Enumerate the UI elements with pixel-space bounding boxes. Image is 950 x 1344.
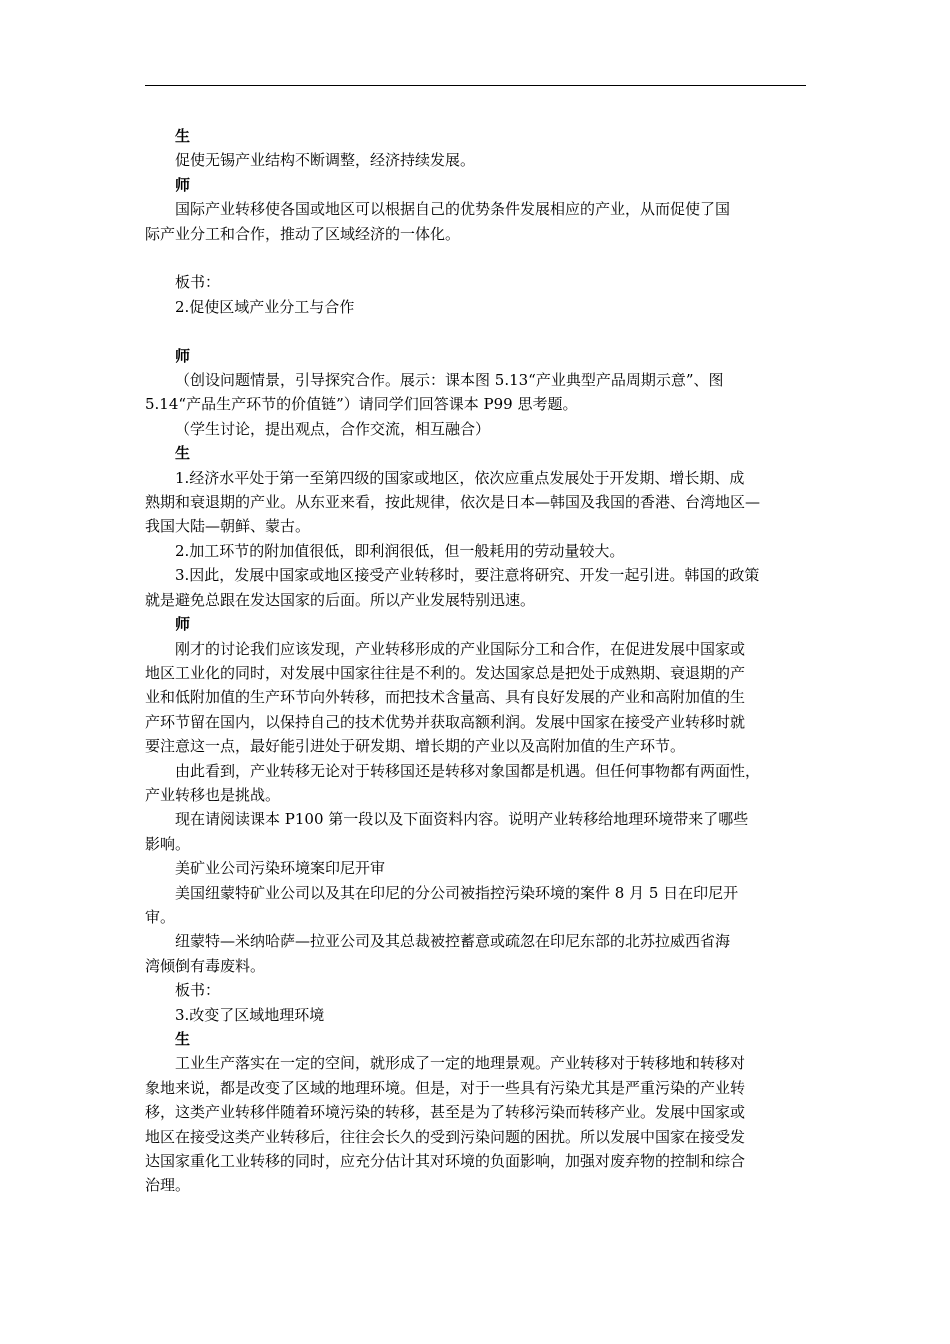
paragraph-line: 我国大陆—朝鲜、蒙古。 [145, 517, 311, 536]
paragraph-line: 由此看到，产业转移无论对于转移国还是转移对象国都是机遇。但任何事物都有两面性， [175, 761, 761, 780]
paragraph [145, 637, 813, 759]
speaker-label: 师 [175, 175, 191, 194]
paragraph-line: 国际产业转移使各国或地区可以根据自己的优势条件发展相应的产业，从而促使了国 [175, 200, 731, 219]
paragraph: 促使无锡产业结构不断调整，经济持续发展。 [175, 151, 476, 170]
paragraph [145, 1051, 813, 1197]
paragraph-line: 治理。 [145, 1176, 191, 1195]
paragraph-line: 纽蒙特—米纳哈萨—拉亚公司及其总裁被控蓄意或疏忽在印尼东部的北苏拉威西省海 [175, 932, 731, 951]
paragraph-line: 工业生产落实在一定的空间，就形成了一定的地理景观。产业转移对于转移地和转移对 [175, 1054, 746, 1073]
paragraph-line: 业和低附加值的生产环节向外转移，而把技术含量高、具有良好发展的产业和高附加值的生 [145, 688, 746, 707]
board-item: 2.促使区域产业分工与合作 [175, 297, 355, 316]
paragraph-line: 移，这类产业转移伴随着环境污染的转移，甚至是为了转移污染而转移产业。发展中国家或 [145, 1103, 746, 1122]
speaker-label: 师 [175, 615, 191, 634]
paragraph-line: 审。 [145, 907, 176, 926]
paragraph-line: 达国家重化工业转移的同时，应充分估计其对环境的负面影响，加强对废弃物的控制和综合 [145, 1152, 746, 1171]
board-label: 板书： [175, 273, 221, 292]
board-item: 3.改变了区域地理环境 [175, 1005, 325, 1024]
speaker-label: 生 [175, 1030, 191, 1048]
material-title: 美矿业公司污染环境案印尼开审 [175, 859, 386, 878]
speaker-label: 生 [175, 444, 191, 463]
paragraph-line: 3.因此，发展中国家或地区接受产业转移时，要注意将研究、开发一起引进。韩国的政策 [175, 566, 760, 585]
paragraph-line: 产环节留在国内，以保持自己的技术优势并获取高额利润。发展中国家在接受产业转移时就 [145, 712, 746, 731]
paragraph [145, 929, 813, 978]
paragraph [145, 368, 813, 417]
paragraph-line: 就是避免总跟在发达国家的后面。所以产业发展特别迅速。 [145, 590, 536, 609]
paragraph-line: （创设问题情景，引导探究合作。展示：课本图 5.13“产业典型产品周期示意”、图 [175, 371, 724, 390]
paragraph-line: 影响。 [145, 834, 191, 853]
paragraph [145, 197, 813, 246]
paragraph [145, 881, 813, 930]
header-rule [145, 85, 806, 86]
speaker-label: 师 [175, 346, 191, 365]
paragraph-line: 5.14“产品生产环节的价值链”）请同学们回答课本 P99 思考题。 [145, 395, 578, 414]
speaker-label: 生 [175, 127, 191, 145]
paragraph-line: 要注意这一点，最好能引进处于研发期、增长期的产业以及高附加值的生产环节。 [145, 737, 686, 756]
paragraph-line: 象地来说，都是改变了区域的地理环境。但是，对于一些具有污染尤其是严重污染的产业转 [145, 1078, 746, 1097]
stage-note: （学生讨论，提出观点，合作交流，相互融合） [175, 419, 491, 438]
paragraph-line: 美国纽蒙特矿业公司以及其在印尼的分公司被指控污染环境的案件 8 月 5 日在印尼开 [175, 883, 739, 902]
paragraph-line: 1.经济水平处于第一至第四级的国家或地区，依次应重点发展处于开发期、增长期、成 [175, 468, 745, 487]
paragraph-line: 湾倾倒有毒废料。 [145, 956, 266, 975]
paragraph-line: 地区在接受这类产业转移后，往往会长久的受到污染问题的困扰。所以发展中国家在接受发 [145, 1127, 746, 1146]
paragraph [145, 563, 813, 612]
paragraph-line: 际产业分工和合作，推动了区域经济的一体化。 [145, 224, 461, 243]
board-label: 板书： [175, 981, 221, 1000]
paragraph-line: 地区工业化的同时，对发展中国家往往是不利的。发达国家总是把处于成熟期、衰退期的产 [145, 663, 746, 682]
blank-line [145, 319, 813, 343]
paragraph: 2.加工环节的附加值很低，即利润很低，但一般耗用的劳动量较大。 [175, 541, 625, 560]
document-body [145, 124, 813, 1198]
blank-line [145, 246, 813, 270]
paragraph-line: 熟期和衰退期的产业。从东亚来看，按此规律，依次是日本—韩国及我国的香港、台湾地区— [145, 493, 761, 512]
paragraph-line: 刚才的讨论我们应该发现，产业转移形成的产业国际分工和合作，在促进发展中国家或 [175, 639, 746, 658]
paragraph [145, 466, 813, 539]
paragraph [145, 807, 813, 856]
paragraph-line: 产业转移也是挑战。 [145, 785, 281, 804]
paragraph-line: 现在请阅读课本 P100 第一段以及下面资料内容。说明产业转移给地理环境带来了哪些 [175, 810, 749, 829]
paragraph [145, 759, 813, 808]
